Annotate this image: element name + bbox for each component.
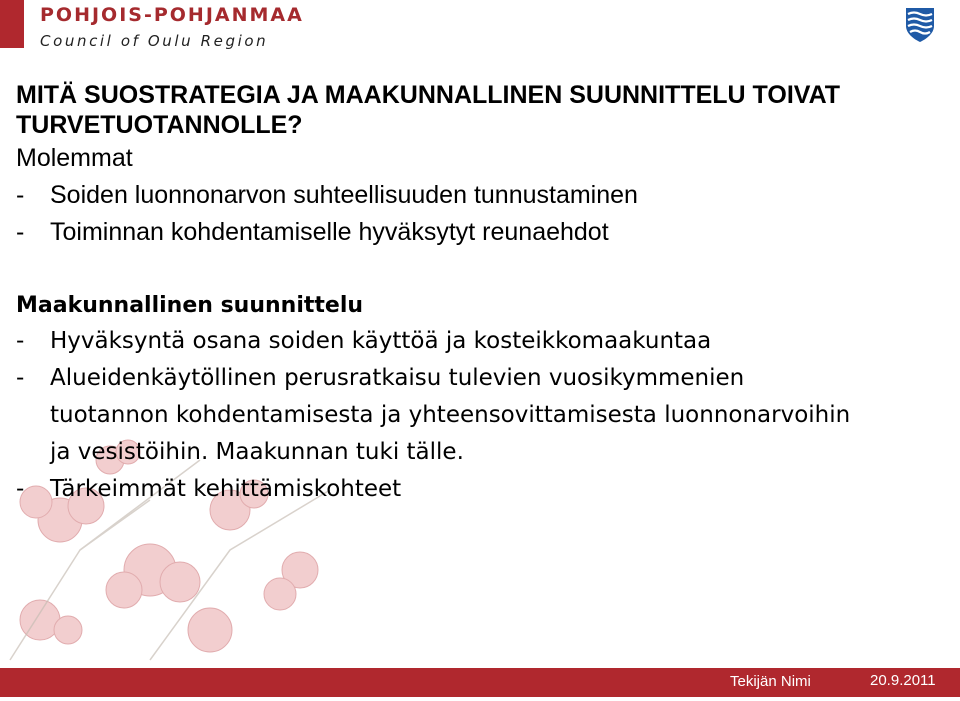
list-item-text: ja vesistöihin. Maakunnan tuki tälle. xyxy=(50,439,464,465)
slide-title-line-1: MITÄ SUOSTRATEGIA JA MAAKUNNALLINEN SUUNNITTELU TOIVAT xyxy=(16,81,841,109)
list-item-text: Alueidenkäytöllinen perusratkaisu tulevien vuosikymmenien xyxy=(50,365,745,391)
section-maakunnallinen xyxy=(16,289,951,508)
bullet-dash: - xyxy=(16,218,25,246)
coat-of-arms-icon xyxy=(904,6,936,44)
bullet-dash: - xyxy=(16,365,25,391)
org-name: POHJOIS-POHJANMAA xyxy=(40,4,304,26)
section-heading-maakunnallinen: Maakunnallinen suunnittelu xyxy=(16,293,364,318)
list-item xyxy=(16,471,951,508)
footer-date: 20.9.2011 xyxy=(870,672,936,689)
list-item-text: Toiminnan kohdentamiselle hyväksytyt reunaehdot xyxy=(50,218,609,246)
footer-author: Tekijän Nimi xyxy=(730,673,811,690)
list-item-continuation xyxy=(16,397,951,434)
list-item xyxy=(16,214,951,251)
footer-bar xyxy=(0,668,960,697)
left-accent-bar xyxy=(0,0,24,48)
list-item-text: Hyväksyntä osana soiden käyttöä ja kosteikkomaakuntaa xyxy=(50,328,712,354)
list-item xyxy=(16,177,951,214)
list-item-continuation xyxy=(16,434,951,471)
slide-title-line-2: TURVETUOTANNOLLE? xyxy=(16,111,303,139)
list-item xyxy=(16,360,951,397)
org-subtitle: Council of Oulu Region xyxy=(40,32,269,50)
bullet-dash: - xyxy=(16,328,25,354)
list-item-text: Tärkeimmät kehittämiskohteet xyxy=(50,476,402,502)
bullet-dash: - xyxy=(16,181,25,209)
list-item-text: Soiden luonnonarvon suhteellisuuden tunnustaminen xyxy=(50,181,638,209)
list-item-text: tuotannon kohdentamisesta ja yhteensovittamisesta luonnonarvoihin xyxy=(50,402,851,428)
bullet-dash: - xyxy=(16,476,25,502)
section-heading-molemmat: Molemmat xyxy=(16,144,133,172)
list-item xyxy=(16,323,951,360)
slide-content xyxy=(16,80,951,508)
